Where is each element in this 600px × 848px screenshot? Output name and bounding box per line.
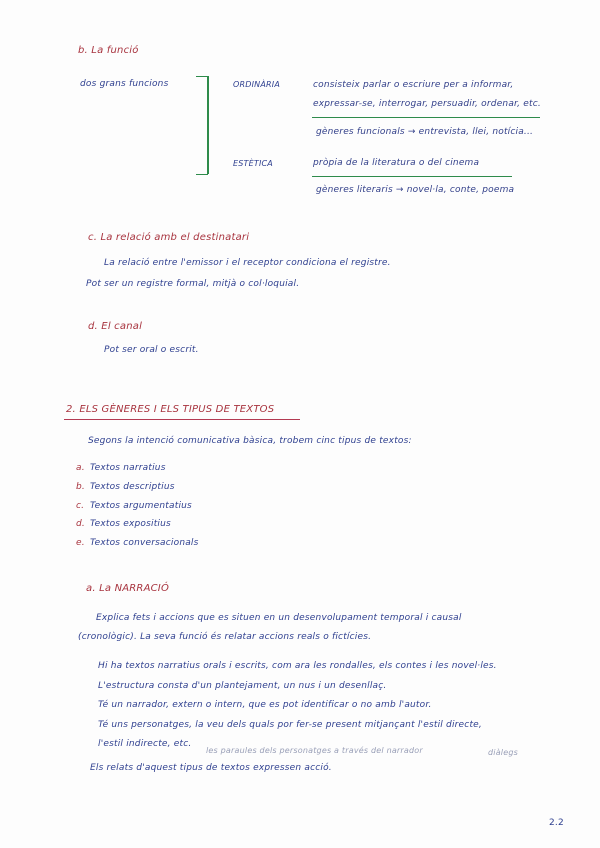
- section-2-intro: Segons la intenció comunicativa bàsica, trobem cinc tipus de textos:: [88, 436, 412, 446]
- list-item-b-letter: b.: [76, 482, 85, 492]
- narracio-line3: Hi ha textos narratius orals i escrits, com ara les rondalles, els contes i les novel·les.: [98, 661, 497, 671]
- ordinaria-generes: gèneres funcionals → entrevista, llei, notícia...: [316, 127, 534, 137]
- list-item-d-text: Textos expositius: [90, 519, 171, 529]
- list-item-a-text: Textos narratius: [90, 463, 166, 473]
- section-2-underline: [64, 419, 300, 420]
- estetica-label: ESTÈTICA: [233, 159, 273, 168]
- section-2-title: 2. ELS GÈNERES I ELS TIPUS DE TEXTOS: [66, 404, 275, 415]
- ordinaria-underline: [312, 117, 540, 118]
- estetica-line1: pròpia de la literatura o del cinema: [313, 158, 480, 168]
- list-item-e-text: Textos conversacionals: [90, 538, 199, 548]
- narracio-line5: Té un narrador, extern o intern, que es pot identificar o no amb l'autor.: [98, 700, 432, 710]
- section-d-title: d. El canal: [88, 321, 143, 332]
- list-item-c-text: Textos argumentatius: [90, 501, 192, 511]
- narracio-line4: L'estructura consta d'un plantejament, un nus i un desenllaç.: [98, 681, 387, 691]
- estetica-underline: [312, 176, 512, 177]
- section-b-intro: dos grans funcions: [80, 79, 169, 89]
- section-c-line1: La relació entre l'emissor i el receptor condiciona el registre.: [104, 258, 391, 268]
- estetica-generes: gèneres literaris → novel·la, conte, poema: [316, 185, 515, 195]
- section-c-line2: Pot ser un registre formal, mitjà o col·loquial.: [86, 279, 300, 289]
- list-item-e-letter: e.: [76, 538, 85, 548]
- narracio-line7: l'estil indirecte, etc.: [98, 739, 192, 749]
- narracio-line8: Els relats d'aquest tipus de textos expressen acció.: [90, 763, 332, 773]
- section-d-line1: Pot ser oral o escrit.: [104, 345, 199, 355]
- brace-bottom: [196, 174, 208, 175]
- list-item-c-letter: c.: [76, 501, 85, 511]
- page-number: 2.2: [549, 818, 564, 828]
- ordinaria-line1: consisteix parlar o escriure per a informar,: [313, 80, 514, 90]
- section-a-title: a. La NARRACIÓ: [86, 583, 170, 594]
- narracio-line6: Té uns personatges, la veu dels quals por fer-se present mitjançant l'estil directe,: [98, 720, 482, 730]
- narracio-line1: Explica fets i accions que es situen en un desenvolupament temporal i causal: [96, 613, 462, 623]
- narracio-line2: (cronològic). La seva funció és relatar accions reals o fictícies.: [78, 632, 372, 642]
- ordinaria-label: ORDINÀRIA: [233, 80, 281, 89]
- ordinaria-line2: expressar-se, interrogar, persuadir, ordenar, etc.: [313, 99, 541, 109]
- narracio-faint-dialegs: diàlegs: [488, 748, 518, 757]
- list-item-b-text: Textos descriptius: [90, 482, 175, 492]
- brace-line: [207, 76, 209, 174]
- section-b-title: b. La funció: [78, 45, 139, 56]
- list-item-d-letter: d.: [76, 519, 85, 529]
- section-c-title: c. La relació amb el destinatari: [88, 232, 250, 243]
- brace-top: [196, 76, 208, 77]
- narracio-faint-note: les paraules dels personatges a través del narrador: [206, 746, 423, 755]
- list-item-a-letter: a.: [76, 463, 85, 473]
